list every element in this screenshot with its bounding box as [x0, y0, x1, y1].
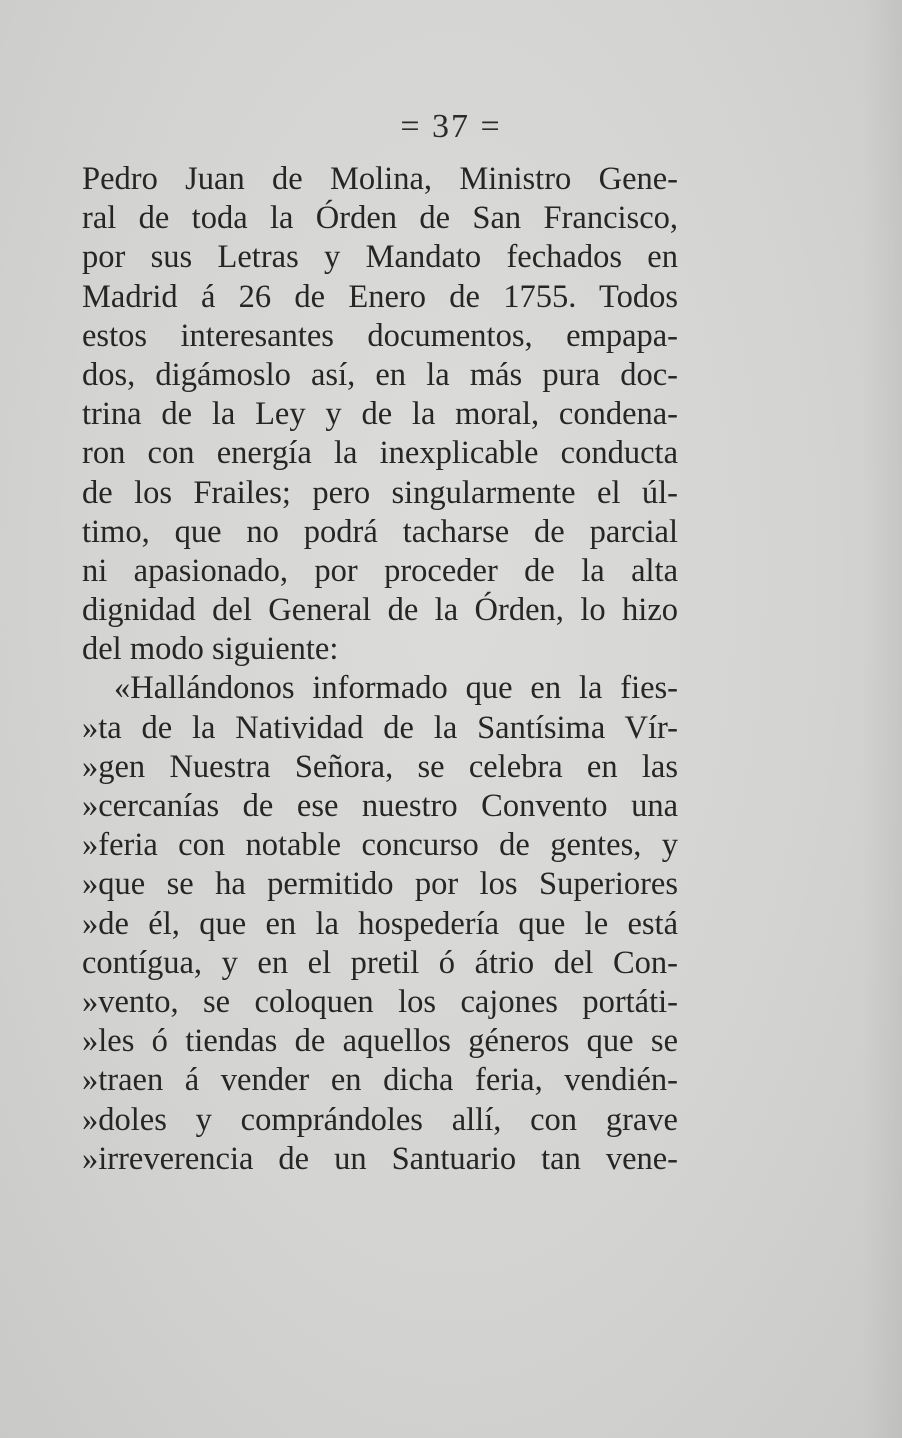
text-line: de los Frailes; pero singularmente el úl-: [82, 474, 678, 511]
text-line: por sus Letras y Mandato fechados en: [82, 239, 678, 276]
text-line: ral de toda la Órden de San Francisco,: [82, 200, 678, 237]
page-number: = 37 =: [400, 108, 502, 145]
quote-line: »ta de la Natividad de la Santísima Vír-: [82, 709, 678, 746]
quote-line: contígua, y en el pretil ó átrio del Con-: [82, 944, 678, 981]
text-line: del modo siguiente:: [82, 631, 339, 668]
quote-line: »de él, que en la hospedería que le está: [82, 905, 678, 942]
quote-line: »gen Nuestra Señora, se celebra en las: [82, 748, 678, 785]
text-line: Pedro Juan de Molina, Ministro Gene-: [82, 161, 678, 197]
text-line: estos interesantes documentos, empapa-: [82, 317, 678, 354]
text-line: ni apasionado, por proceder de la alta: [82, 552, 678, 589]
quote-line: »feria con notable concurso de gentes, y: [82, 827, 678, 864]
quote-line: »les ó tiendas de aquellos géneros que se: [82, 1023, 678, 1060]
quote-line: «Hallándonos informado que en la fies-: [114, 670, 678, 707]
quote-line: »cercanías de ese nuestro Convento una: [82, 788, 678, 824]
quote-line: »traen á vender en dicha feria, vendién-: [82, 1062, 678, 1099]
quote-line: »irreverencia de un Santuario tan vene-: [82, 1140, 678, 1177]
quote-line: »doles y comprándoles allí, con grave: [82, 1101, 678, 1138]
text-line: dos, digámoslo así, en la más pura doc-: [82, 356, 678, 393]
quote-line: »vento, se coloquen los cajones portáti-: [82, 983, 678, 1020]
text-line: ron con energía la inexplicable conducta: [82, 435, 678, 472]
quote-line: »que se ha permitido por los Superiores: [82, 866, 678, 903]
text-line: dignidad del General de la Órden, lo hizo: [82, 592, 678, 629]
text-line: timo, que no podrá tacharse de parcial: [82, 513, 678, 550]
text-line: trina de la Ley y de la moral, condena-: [82, 396, 678, 433]
body-text: [82, 160, 678, 1179]
page-edge-shadow: [862, 0, 902, 1438]
text-line: Madrid á 26 de Enero de 1755. Todos: [82, 278, 678, 315]
